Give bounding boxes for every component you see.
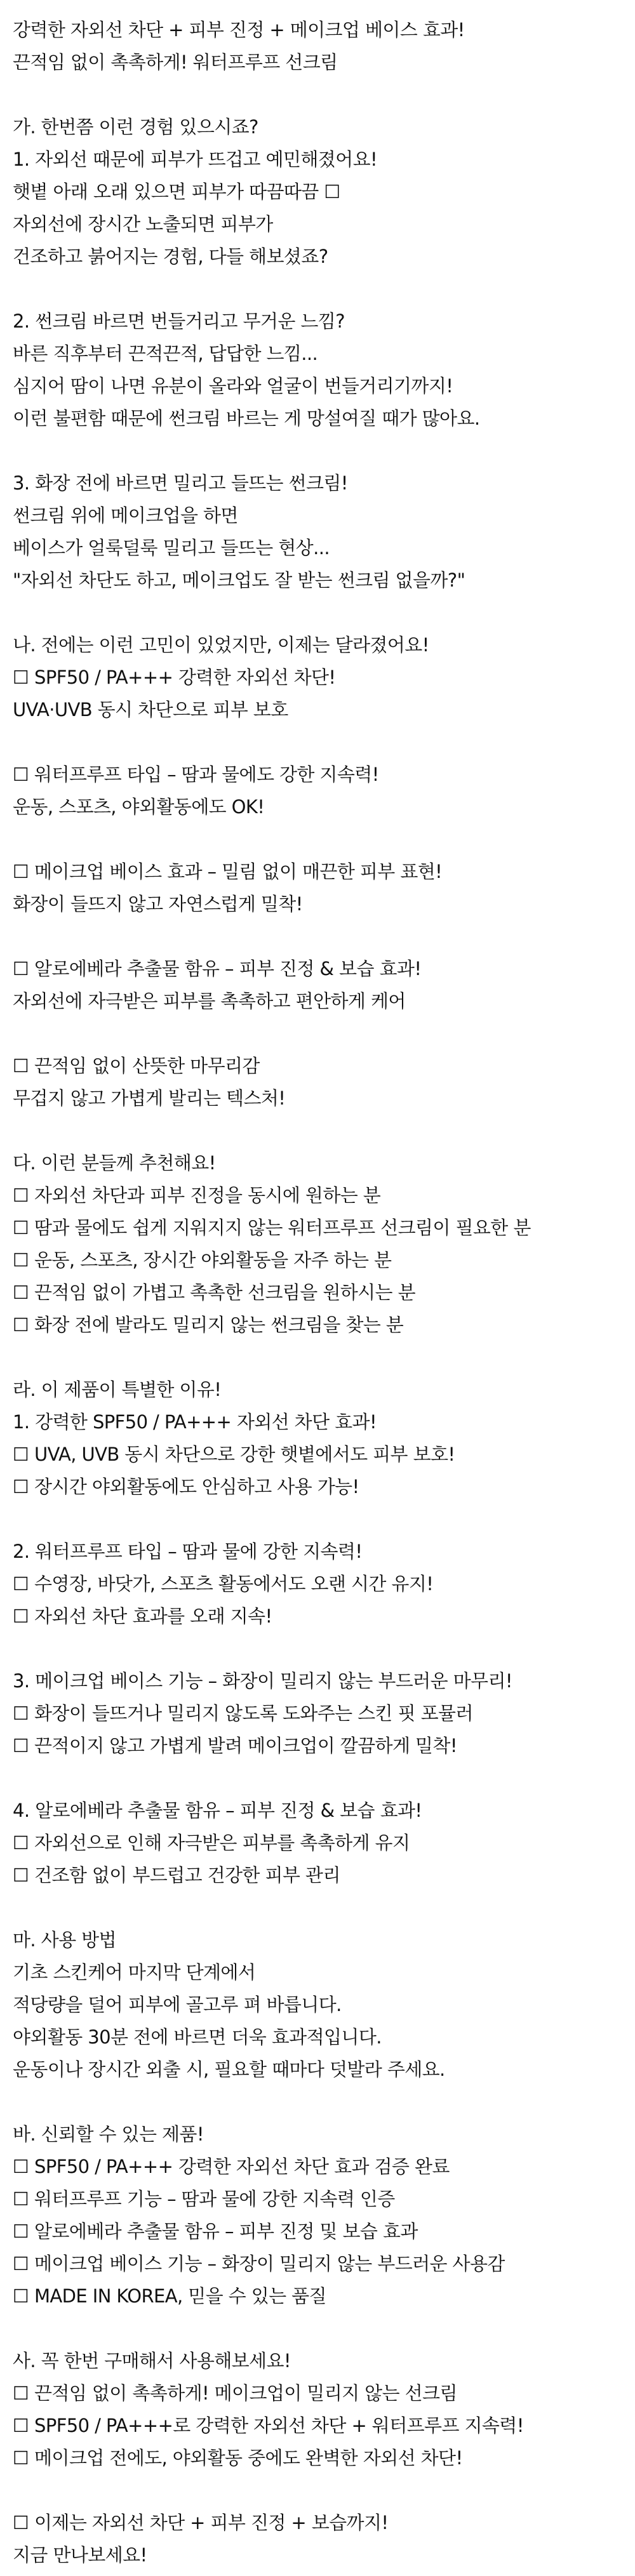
text-line: ☐ 건조함 없이 부드럽고 건강한 피부 관리 xyxy=(13,1864,340,1886)
text-line: 2. 워터프루프 타입 – 땀과 물에 강한 지속력! xyxy=(13,1541,363,1562)
text-line: 햇볕 아래 오래 있으면 피부가 따끔따끔 ☐ xyxy=(13,181,340,202)
text-line: 다. 이런 분들께 추천해요! xyxy=(13,1152,216,1174)
text-line: 지금 만나보세요! xyxy=(13,2544,147,2566)
text-line: ☐ 메이크업 베이스 효과 – 밀림 없이 매끈한 피부 표현! xyxy=(13,861,443,882)
text-line: "자외선 차단도 하고, 메이크업도 잘 받는 썬크림 없을까?" xyxy=(13,569,465,591)
text-line: ☐ 화장이 들뜨거나 밀리지 않도록 도와주는 스킨 핏 포뮬러 xyxy=(13,1703,473,1724)
text-line: ☐ 워터프루프 타입 – 땀과 물에도 강한 지속력! xyxy=(13,764,379,785)
text-line: 강력한 자외선 차단 + 피부 진정 + 메이크업 베이스 효과! xyxy=(13,19,465,41)
text-line: ☐ 워터프루프 기능 – 땀과 물에 강한 지속력 인증 xyxy=(13,2188,395,2210)
blank-line xyxy=(13,1503,622,1536)
blank-line xyxy=(13,1892,622,1924)
text-line: 3. 화장 전에 바르면 밀리고 들뜨는 썬크림! xyxy=(13,472,348,494)
text-line: 운동, 스포츠, 야외활동에도 OK! xyxy=(13,796,265,818)
text-line: 야외활동 30분 전에 바르면 더욱 효과적입니다. xyxy=(13,2026,382,2048)
text-line: 베이스가 얼룩덜룩 밀리고 들뜨는 현상... xyxy=(13,537,330,559)
text-line: 화장이 들뜨지 않고 자연스럽게 밀착! xyxy=(13,893,303,915)
blank-line xyxy=(13,823,622,856)
text-line: ☐ 알로에베라 추출물 함유 – 피부 진정 & 보습 효과! xyxy=(13,958,422,979)
text-line: 2. 썬크림 바르면 번들거리고 무거운 느낌? xyxy=(13,310,345,332)
text-line: 가. 한번쯤 이런 경험 있으시죠? xyxy=(13,116,258,138)
text-line: 끈적임 없이 촉촉하게! 워터프루프 선크림 xyxy=(13,51,338,73)
blank-line xyxy=(13,273,622,305)
text-line: ☐ SPF50 / PA+++ 강력한 자외선 차단! xyxy=(13,667,336,688)
blank-line xyxy=(13,726,622,759)
text-line: ☐ 수영장, 바닷가, 스포츠 활동에서도 오랜 시간 유지! xyxy=(13,1573,434,1595)
text-line: 1. 강력한 SPF50 / PA+++ 자외선 차단 효과! xyxy=(13,1411,377,1433)
blank-line xyxy=(13,1018,622,1050)
text-line: ☐ MADE IN KOREA, 믿을 수 있는 품질 xyxy=(13,2285,326,2307)
text-line: 자외선에 장시간 노출되면 피부가 xyxy=(13,213,273,235)
text-line: ☐ UVA, UVB 동시 차단으로 강한 햇볕에서도 피부 보호! xyxy=(13,1444,455,1465)
blank-line xyxy=(13,2086,622,2118)
text-line: 적당량을 덜어 피부에 골고루 펴 바릅니다. xyxy=(13,1994,342,2015)
text-line: 이런 불편함 때문에 썬크림 바르는 게 망설여질 때가 많아요. xyxy=(13,408,480,429)
text-line: 사. 꼭 한번 구매해서 사용해보세요! xyxy=(13,2350,291,2372)
blank-line xyxy=(13,1633,622,1665)
text-line: ☐ 끈적임 없이 산뜻한 마무리감 xyxy=(13,1055,260,1077)
text-line: 3. 메이크업 베이스 기능 – 화장이 밀리지 않는 부드러운 마무리! xyxy=(13,1670,512,1692)
blank-line xyxy=(13,1115,622,1147)
text-line: 1. 자외선 때문에 피부가 뜨겁고 예민해졌어요! xyxy=(13,149,378,170)
text-line: 마. 사용 방법 xyxy=(13,1929,116,1951)
text-line: ☐ 메이크업 전에도, 야외활동 중에도 완벽한 자외선 차단! xyxy=(13,2447,463,2469)
text-line: 운동이나 장시간 외출 시, 필요할 때마다 덧발라 주세요. xyxy=(13,2059,445,2080)
text-line: ☐ 끈적임 없이 가볍고 촉촉한 선크림을 원하시는 분 xyxy=(13,1282,416,1303)
text-line: 무겁지 않고 가볍게 발리는 텍스처! xyxy=(13,1087,286,1109)
text-line: ☐ 운동, 스포츠, 장시간 야외활동을 자주 하는 분 xyxy=(13,1249,392,1271)
text-line: 건조하고 붉어지는 경험, 다들 해보셨죠? xyxy=(13,246,328,267)
text-line: ☐ 장시간 야외활동에도 안심하고 사용 가능! xyxy=(13,1476,359,1497)
text-line: ☐ 화장 전에 발라도 밀리지 않는 썬크림을 찾는 분 xyxy=(13,1314,404,1336)
blank-line xyxy=(13,1341,622,1374)
text-line: ☐ SPF50 / PA+++로 강력한 자외선 차단 + 워터프루프 지속력! xyxy=(13,2415,524,2436)
text-line: UVA·UVB 동시 차단으로 피부 보호 xyxy=(13,699,288,720)
text-line: ☐ 자외선 차단과 피부 진정을 동시에 원하는 분 xyxy=(13,1185,381,1206)
blank-line xyxy=(13,597,622,629)
text-line: 자외선에 자극받은 피부를 촉촉하고 편안하게 케어 xyxy=(13,990,406,1012)
text-line: ☐ 이제는 자외선 차단 + 피부 진정 + 보습까지! xyxy=(13,2512,389,2533)
text-line: ☐ 자외선 차단 효과를 오래 지속! xyxy=(13,1605,272,1627)
text-line: 바른 직후부터 끈적끈적, 답답한 느낌... xyxy=(13,343,318,364)
blank-line xyxy=(13,435,622,467)
text-line: 4. 알로에베라 추출물 함유 – 피부 진정 & 보습 효과! xyxy=(13,1800,422,1821)
text-line: 바. 신뢰할 수 있는 제품! xyxy=(13,2123,204,2145)
text-line: ☐ 알로에베라 추출물 함유 – 피부 진정 및 보습 효과 xyxy=(13,2221,418,2242)
text-line: 라. 이 제품이 특별한 이유! xyxy=(13,1379,222,1400)
blank-line xyxy=(13,2474,622,2507)
text-line: 기초 스킨케어 마지막 단계에서 xyxy=(13,1962,256,1983)
text-line: ☐ 끈적임 없이 촉촉하게! 메이크업이 밀리지 않는 선크림 xyxy=(13,2382,457,2404)
text-line: 썬크림 위에 메이크업을 하면 xyxy=(13,505,238,526)
text-line: ☐ 끈적이지 않고 가볍게 발려 메이크업이 깔끔하게 밀착! xyxy=(13,1735,457,1756)
text-line: ☐ 메이크업 베이스 기능 – 화장이 밀리지 않는 부드러운 사용감 xyxy=(13,2253,505,2274)
blank-line xyxy=(13,79,622,111)
text-line: ☐ 땀과 물에도 쉽게 지워지지 않는 워터프루프 선크림이 필요한 분 xyxy=(13,1217,531,1238)
blank-line xyxy=(13,920,622,953)
blank-line xyxy=(13,1762,622,1795)
text-line: 심지어 땀이 나면 유분이 올라와 얼굴이 번들거리기까지! xyxy=(13,375,453,397)
blank-line xyxy=(13,2313,622,2345)
text-line: 나. 전에는 이런 고민이 있었지만, 이제는 달라졌어요! xyxy=(13,634,429,656)
text-line: ☐ SPF50 / PA+++ 강력한 자외선 차단 효과 검증 완료 xyxy=(13,2156,450,2177)
text-line: ☐ 자외선으로 인해 자극받은 피부를 촉촉하게 유지 xyxy=(13,1832,410,1854)
